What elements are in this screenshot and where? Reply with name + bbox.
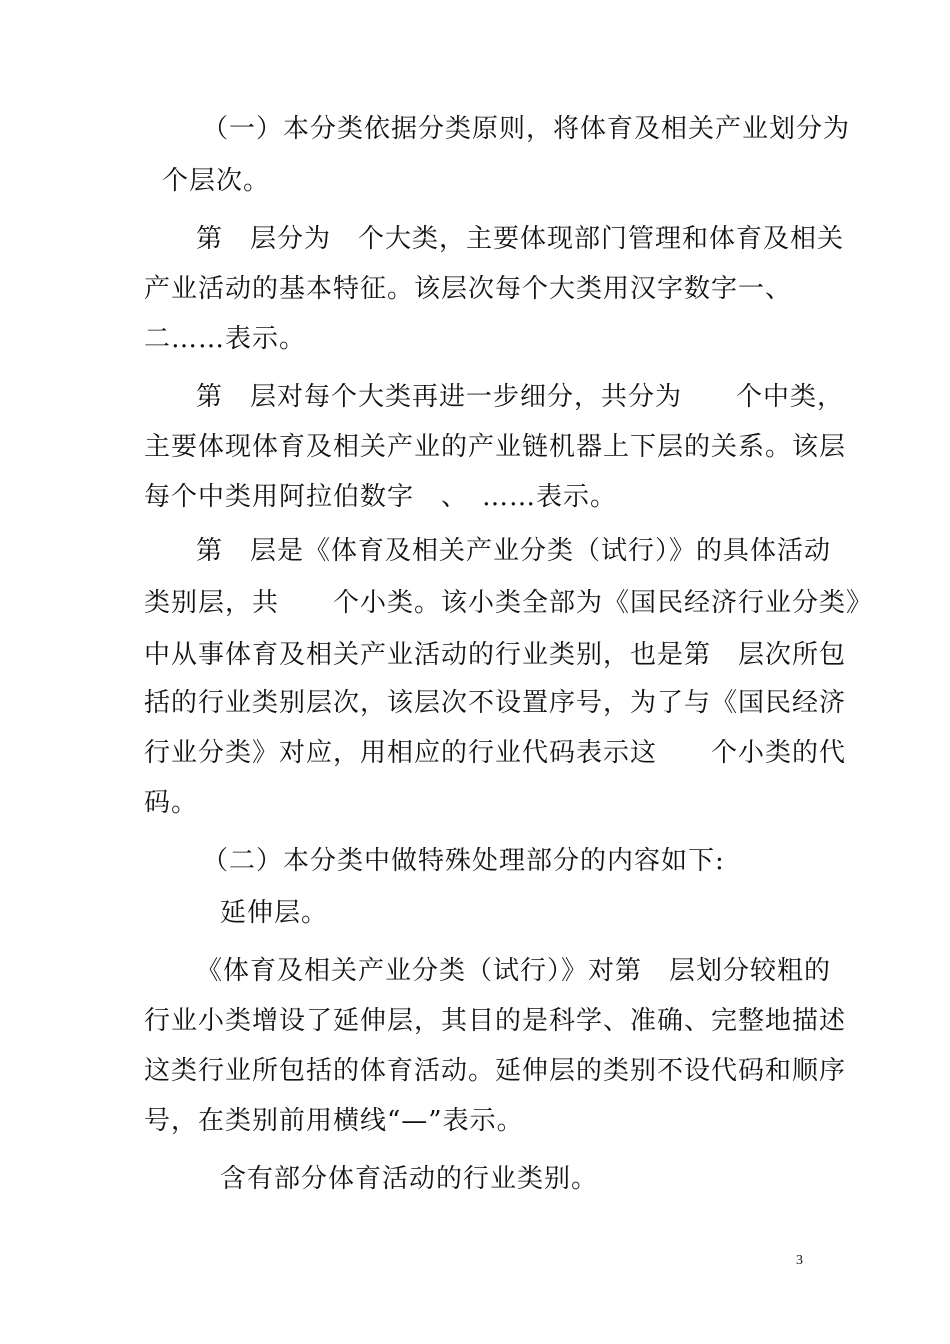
text-line: 行业小类增设了延伸层，其目的是科学、准确、完整地描述 (144, 1006, 847, 1036)
text-line: （一）本分类依据分类原则，将体育及相关产业划分为 (202, 114, 851, 144)
text-line: 码。 (144, 788, 199, 818)
text-line: 个层次。 (162, 166, 271, 196)
text-line: 这类行业所包括的体育活动。延伸层的类别不设代码和顺序 (144, 1056, 847, 1086)
text-line: 《体育及相关产业分类（试行）》对第 层划分较粗的 (196, 956, 832, 986)
text-line: 类别层，共 个小类。该小类全部为《国民经济行业分类》 (144, 588, 874, 618)
text-line: 第 层分为 个大类，主要体现部门管理和体育及相关 (196, 224, 845, 254)
text-line: （二）本分类中做特殊处理部分的内容如下: (202, 846, 725, 876)
text-line: 号，在类别前用横线“—”表示。 (144, 1106, 524, 1136)
page-number: 3 (796, 1253, 803, 1268)
text-line: 行业分类》对应，用相应的行业代码表示这 个小类的代 (144, 738, 847, 768)
text-line: 第 层是《体育及相关产业分类（试行）》的具体活动 (196, 536, 832, 566)
text-line: 中从事体育及相关产业活动的行业类别，也是第 层次所包 (144, 640, 847, 670)
text-line: 产业活动的基本特征。该层次每个大类用汉字数字一、 (144, 274, 793, 304)
text-line: 延伸层。 (220, 898, 329, 928)
text-line: 含有部分体育活动的行业类别。 (220, 1164, 599, 1194)
text-line: 每个中类用阿拉伯数字 、 ……表示。 (144, 482, 618, 512)
text-line: 第 层对每个大类再进一步细分，共分为 个中类， (196, 382, 845, 412)
text-line: 括的行业类别层次，该层次不设置序号，为了与《国民经济 (144, 688, 847, 718)
text-line: 二……表示。 (144, 324, 307, 354)
text-line: 主要体现体育及相关产业的产业链机器上下层的关系。该层 (144, 432, 847, 462)
